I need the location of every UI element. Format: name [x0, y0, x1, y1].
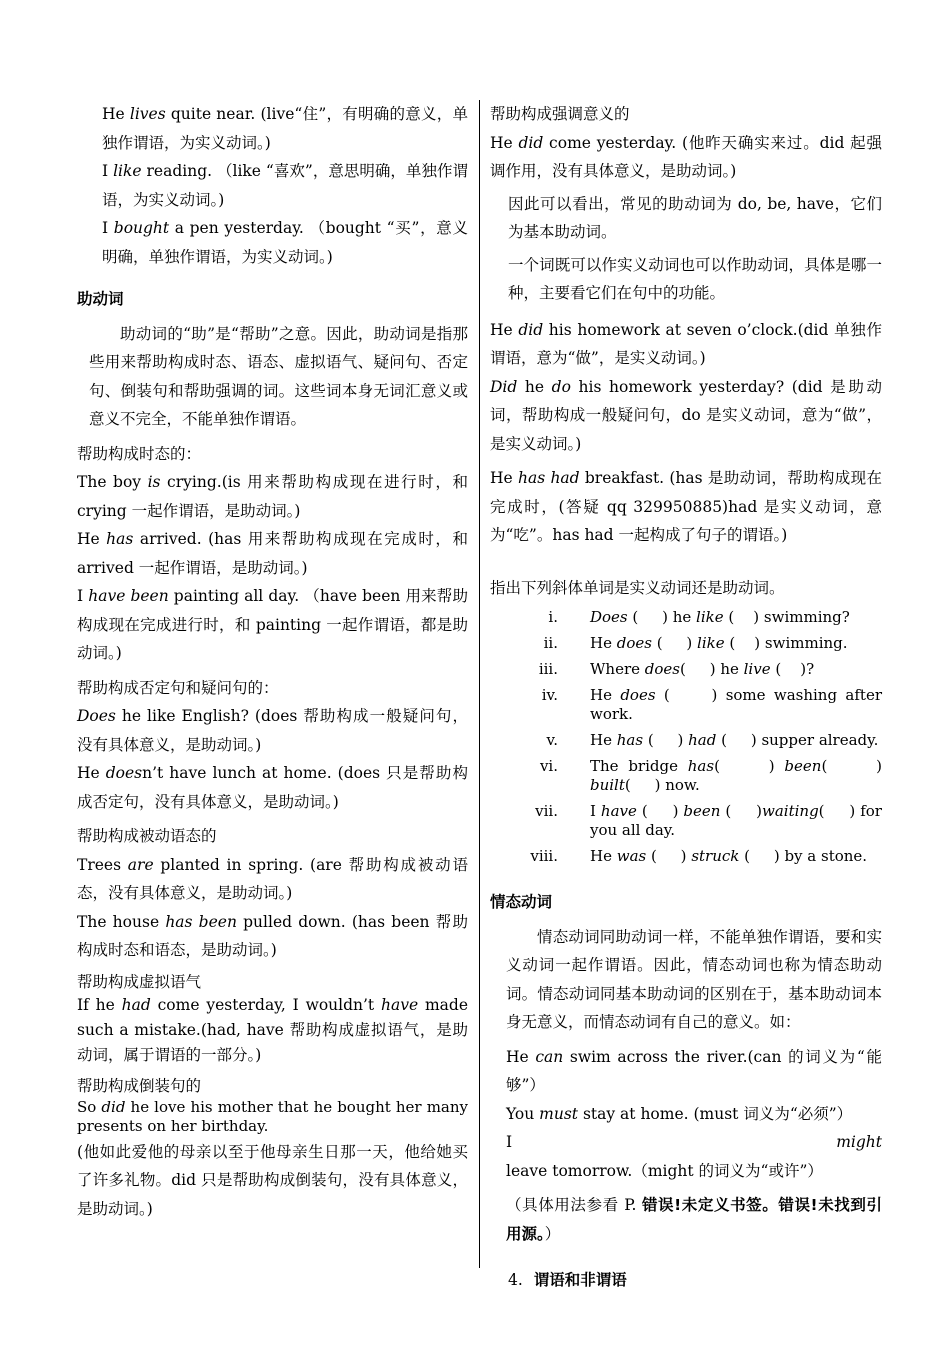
quiz-item-number: viii. — [530, 847, 558, 865]
tense-example-2: He has arrived. (has 用来帮助构成现在完成时，和arrived 一起作谓语，是助动词。) — [77, 530, 468, 577]
quiz-item — [490, 731, 882, 750]
quiz-item-text: He does ( ) like ( ) swimming. — [590, 634, 848, 652]
quiz-item — [490, 634, 882, 653]
right-column — [490, 100, 882, 1295]
quiz-item-number: i. — [548, 608, 558, 626]
quiz-list — [490, 608, 882, 866]
tense-heading: 帮助构成时态的： — [77, 444, 202, 463]
aux-heading: 助动词 — [77, 290, 124, 308]
quiz-heading: 指出下列斜体单词是实义动词还是助动词。 — [490, 578, 785, 597]
quiz-item-number: vii. — [535, 802, 558, 820]
neg-heading: 帮助构成否定句和疑问句的： — [77, 678, 279, 697]
summary-2: 一个词既可以作实义动词也可以作助动词，具体是哪一种，主要看它们在句中的功能。 — [508, 255, 882, 302]
quiz-item-text: He does ( ) some washing after work. — [590, 686, 882, 723]
column-divider — [479, 100, 480, 1268]
passive-heading: 帮助构成被动语态的 — [77, 827, 217, 845]
modal-intro: 情态动词同助动词一样，不能单独作谓语，要和实义动词一起作谓语。因此，情态动词也称为情态助动词。情态动词同基本助动词的区别在于，基本助动词本身无意义，而情态动词有自己的意义。如： — [506, 927, 882, 1031]
modal-example-1: He can swim across the river.(can 的词义为“能够”） — [506, 1047, 882, 1094]
quiz-item — [490, 757, 882, 795]
quiz-item — [490, 802, 882, 840]
emph-example: He did come yesterday. (他昨天确实来过。did 起强调作用，没有具体意义，是助动词。) — [490, 133, 882, 180]
reference-note: （具体用法参看 P. 错误!未定义书签。错误!未找到引用源。） — [506, 1196, 883, 1243]
modal-example-3: I might leave tomorrow.（might 的词义为“或许”） — [506, 1133, 882, 1180]
quiz-item-number: iii. — [538, 660, 558, 678]
inv-note: (他如此爱他的母亲以至于他母亲生日那一天，他给她买了许多礼物。did 只是帮助构成倒装句，没有具体意义，是助动词。) — [77, 1142, 468, 1218]
tense-example-1: The boy is crying.(is 用来帮助构成现在进行时，和crying 一起作谓语，是助动词。) — [77, 473, 469, 520]
verb-example-2: I like reading. （like “喜欢”，意思明确，单独作谓语，为实义动词。) — [102, 162, 468, 209]
quiz-item — [490, 608, 882, 627]
neg-example-2: He doesn’t have lunch at home. (does 只是帮助构成否定句，没有具体意义，是助动词。) — [77, 764, 468, 811]
quiz-item — [490, 660, 882, 679]
quiz-item-text: Where does( ) he live ( )? — [590, 660, 815, 678]
quiz-item-text: The bridge has( ) been( ) built( ) now. — [590, 757, 883, 794]
quiz-item-text: Does ( ) he like ( ) swimming? — [590, 608, 850, 626]
quiz-item — [490, 686, 882, 724]
summary-1: 因此可以看出，常见的助动词为 do, be, have，它们为基本助动词。 — [508, 194, 882, 241]
emph-heading: 帮助构成强调意义的 — [490, 105, 630, 123]
passive-example-2: The house has been pulled down. (has been 帮助构成时态和语态，是助动词。) — [77, 912, 468, 959]
modal-example-2: You must stay at home. (must 词义为“必须”） — [506, 1104, 853, 1123]
quiz-item-text: He has ( ) had ( ) supper already. — [590, 731, 879, 749]
quiz-item-number: ii. — [543, 634, 558, 652]
next-section-number: 4. — [508, 1271, 523, 1289]
left-column — [77, 100, 468, 1223]
inv-heading: 帮助构成倒装句的 — [77, 1076, 202, 1095]
dual-example-2: Did he do his homework yesterday? (did 是助动词，帮助构成一般疑问句，do 是实义动词，意为“做”，是实义动词。) — [490, 377, 883, 453]
dual-example-1: He did his homework at seven o’clock.(did 单独作谓语，意为“做”，是实义动词。) — [490, 320, 882, 367]
next-section — [490, 1266, 882, 1295]
quiz-item — [490, 847, 882, 866]
verb-example-3: I bought a pen yesterday. （bought “买”，意义明确，单独作谓语，为实义动词。) — [102, 219, 469, 266]
quiz-item-text: He was ( ) struck ( ) by a stone. — [590, 847, 868, 865]
aux-intro: 助动词的“助”是“帮助”之意。因此，助动词是指那些用来帮助构成时态、语态、虚拟语气、疑问句、否定句、倒装句和帮助强调的词。这些词本身无词汇意义或意义不完全，不能单独作谓语。 — [89, 324, 468, 428]
modal-heading: 情态动词 — [490, 893, 553, 911]
next-section-heading: 谓语和非谓语 — [533, 1271, 627, 1289]
subj-example: If he had come yesterday, I wouldn’t have made such a mistake.(had, have 帮助构成虚拟语气，是助动词，属于谓语的一部分。) — [77, 995, 468, 1064]
quiz-item-number: v. — [546, 731, 558, 749]
dual-example-3: He has had breakfast. (has 是助动词，帮助构成现在完成时，(答疑 qq 329950885)had 是实义动词，意为“吃”。has had 一起构成了句子的谓语。) — [490, 469, 882, 544]
quiz-item-number: iv. — [541, 686, 558, 704]
subj-heading: 帮助构成虚拟语气 — [77, 972, 202, 991]
quiz-item-number: vi. — [539, 757, 558, 775]
quiz-item-text: I have ( ) been ( )waiting( ) for you all day. — [590, 802, 882, 839]
neg-example-1: Does he like English? (does 帮助构成一般疑问句，没有具体意义，是助动词。) — [77, 707, 468, 754]
inv-example: So did he love his mother that he bought her many presents on her birthday. — [77, 1097, 468, 1135]
passive-example-1: Trees are planted in spring. (are 帮助构成被动语态，没有具体意义，是助动词。) — [77, 855, 468, 902]
tense-example-3: I have been painting all day. （have been 用来帮助构成现在完成进行时，和 painting 一起作谓语，都是助动词。) — [77, 587, 468, 662]
verb-example-1: He lives quite near. (live“住”，有明确的意义，单独作谓语，为实义动词。) — [102, 105, 468, 152]
